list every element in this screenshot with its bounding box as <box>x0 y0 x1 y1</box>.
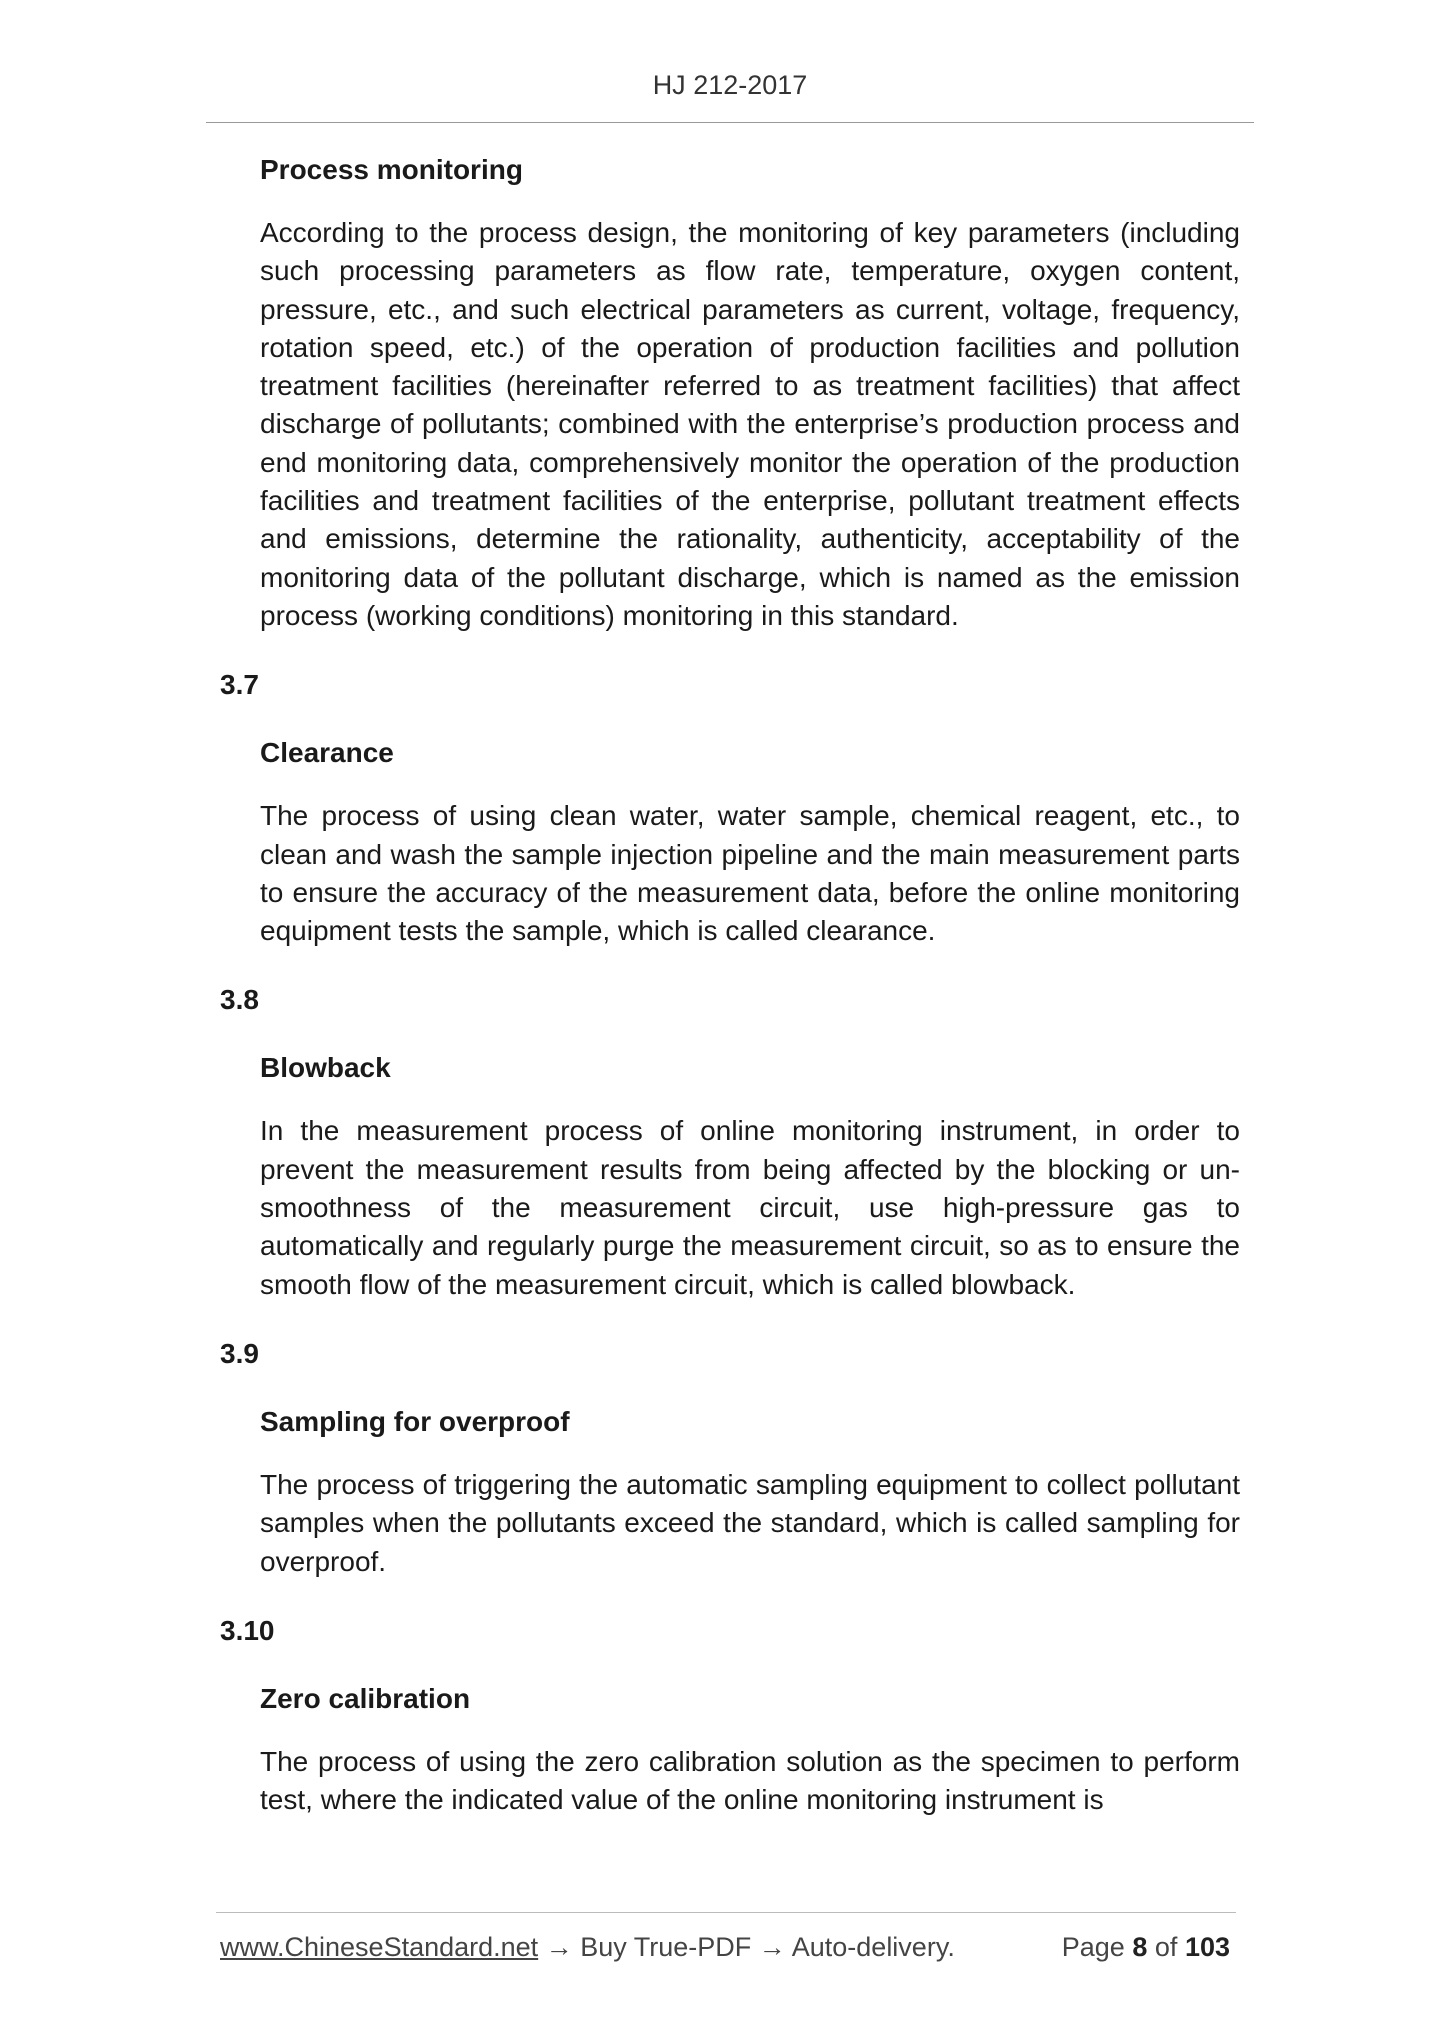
page-label: Page <box>1061 1932 1125 1962</box>
term-definition: The process of triggering the automatic sampling equipment to collect pollutant samples when the pollutants exceed the standard, which is called sampling for overproof. <box>260 1468 1240 1577</box>
of-label: of <box>1154 1932 1178 1962</box>
term-definition: The process of using clean water, water sample, chemical reagent, etc., to clean and wash the sample injection pipeline and the main measurement parts to ensure the accuracy of the measurement data, before the online monitoring equipment tests the sample, which is called clearance. <box>260 800 1240 947</box>
section-number: 3.8 <box>220 984 259 1016</box>
term-heading: Process monitoring <box>260 154 523 185</box>
term-heading: Blowback <box>260 1052 391 1084</box>
term-heading: Zero calibration <box>260 1682 471 1714</box>
page-footer <box>220 1932 1230 1963</box>
term-definition: In the measurement process of online monitoring instrument, in order to prevent the measurement results from being affected by the blocking or un-smoothness of the measurement circuit, use high-pressure gas to automatically and regularly purge the measurement circuit, so as to ensure the smooth flow of the measurement circuit, which is called blowback. <box>260 1115 1240 1300</box>
website-link[interactable]: www.ChineseStandard.net <box>220 1932 539 1962</box>
footer-tagline: → Buy True-PDF → Auto-delivery. <box>538 1932 955 1962</box>
page-indicator <box>1062 1932 1230 1963</box>
page-total: 103 <box>1184 1932 1230 1962</box>
header-divider <box>206 122 1254 123</box>
term-heading: Sampling for overproof <box>260 1405 570 1437</box>
term-definition: The process of using the zero calibration solution as the specimen to perform test, where the indicated value of the online monitoring instrument is <box>260 1745 1240 1816</box>
document-body <box>220 150 1240 1849</box>
term-definition: According to the process design, the monitoring of key parameters (including such processing parameters as flow rate, temperature, oxygen content, pressure, etc., and such electrical parameters as current, voltage, frequency, rotation speed, etc.) of the operation of production facilities and pollution treatment facilities (hereinafter referred to as treatment facilities) that affect discharge of pollutants; combined with the enterprise’s production process and end monitoring data, comprehensively monitor the operation of the production facilities and treatment facilities of the enterprise, pollutant treatment effects and emissions, determine the rationality, authenticity, acceptability of the monitoring data of the pollutant discharge, which is named as the emission process (working conditions) monitoring in this standard. <box>260 217 1240 631</box>
section-number: 3.7 <box>220 669 259 701</box>
term-heading: Clearance <box>260 737 394 769</box>
page-number: 8 <box>1132 1932 1148 1962</box>
section-number: 3.10 <box>220 1614 275 1646</box>
footer-divider <box>216 1912 1236 1913</box>
section-number: 3.9 <box>220 1337 259 1369</box>
page-header: HJ 212-2017 <box>652 70 808 100</box>
